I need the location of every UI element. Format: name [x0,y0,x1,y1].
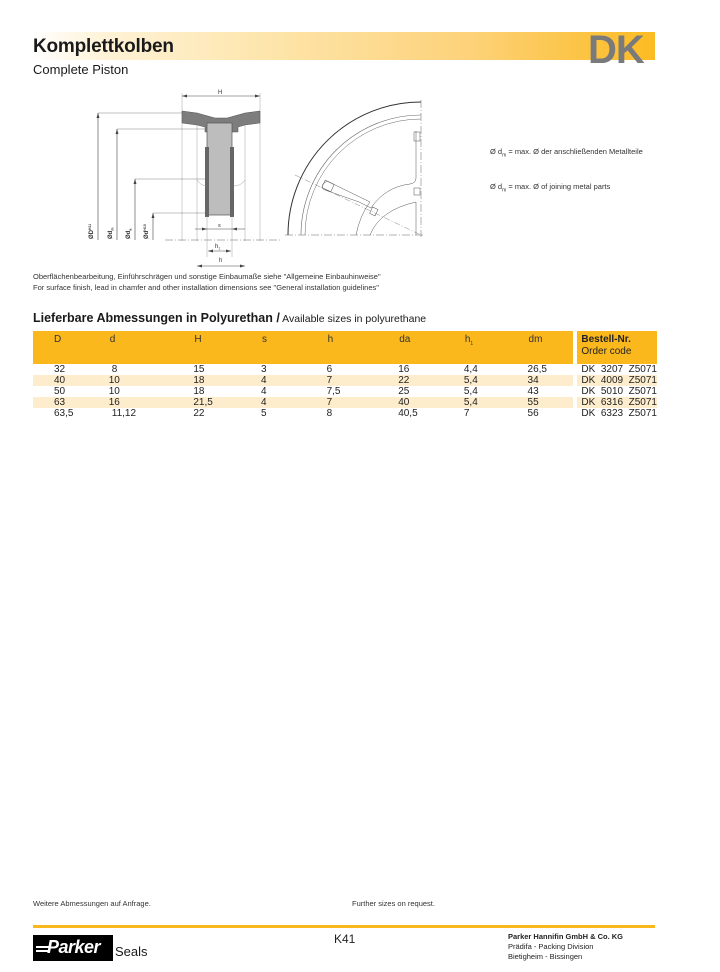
table-row [33,386,657,397]
page-title: Komplettkolben [33,36,174,57]
installation-note-de: Oberflächenbearbeitung, Einführschrägen und sonstige Einbaumaße siehe "Allgemeine Einbauhinweise" [33,272,381,281]
cell-D: 50 [54,386,66,397]
label-dm: $Ød_m$ [108,227,115,239]
label-h: h [219,258,223,264]
sizes-table [33,331,657,419]
table-row [33,408,657,419]
col-header-s: s [261,331,327,364]
cell-da: 25 [398,386,410,397]
col-header-D: D [33,331,109,364]
series-code: DK [588,28,644,72]
cell-H: 18 [193,375,261,386]
cell-d: 8 [111,364,118,375]
cell-dm: 34 [528,375,574,386]
section-heading-de: Lieferbare Abmessungen in Polyurethan / [33,311,280,325]
cell-H: 22 [193,408,205,419]
section-heading [33,311,426,325]
cell-d: 10 [108,386,120,397]
cell-order-code: DK 5010 Z5071 [573,386,657,397]
cell-d: 10 [109,375,194,386]
cell-order-code: DK 6316 Z5071 [573,397,657,408]
cell-order-code: DK 3207 Z5071 [573,364,657,375]
cell-da: 16 [398,364,410,375]
cell-da: 22 [398,375,464,386]
page-subtitle: Complete Piston [33,62,129,77]
cell-H: 18 [193,386,205,397]
footer-divider [33,925,655,928]
cell-dm: 26,5 [527,364,547,375]
cell-h1: 5,4 [463,386,478,397]
cell-dm: 43 [527,386,539,397]
col-header-dm: dm [528,331,574,364]
col-header-h1: $h_1$ [464,331,528,364]
cell-s: 4 [261,397,327,408]
cell-s: 4 [261,375,327,386]
cell-order-code: DK 6323 Z5071 [573,408,657,419]
cell-h: 8 [326,408,333,419]
cell-h1: 5,4 [464,397,528,408]
logo-suffix: Seals [115,944,148,959]
cell-h: 7,5 [326,386,341,397]
label-h1: $h_1$ [215,244,221,251]
parker-logo [33,935,113,961]
cell-h: 7 [327,375,399,386]
section-heading-en: Available sizes in polyurethane [279,313,427,325]
further-sizes-note-en: Further sizes on request. [352,899,435,908]
cell-d: 16 [109,397,194,408]
col-header-d: d [109,331,194,364]
cell-da: 40 [398,397,464,408]
cell-dm: 55 [528,397,574,408]
cell-D: 63 [33,397,109,408]
cell-order-code: DK 4009 Z5071 [573,375,657,386]
cell-dm: 56 [527,408,539,419]
company-division: Prädifa - Packing Division [508,942,594,951]
cell-h: 7 [327,397,399,408]
company-name: Parker Hannifin GmbH & Co. KG [508,932,624,941]
cell-d: 11,12 [111,408,137,419]
front-view-drawing [285,95,430,245]
label-H: H [218,90,223,96]
installation-note-en: For surface finish, lead in chamfer and other installation dimensions see "General installation guidelines" [33,283,379,292]
label-da: $Ød_a$ [126,228,133,239]
table-row [33,375,657,386]
logo-text: Parker [47,937,101,957]
dm-note-en: Ø $d_m = \max$. Ø of joining metal parts [490,182,611,194]
cell-h: 6 [326,364,333,375]
company-info [508,932,623,962]
page-number: K41 [334,932,356,946]
label-D: $ØD^{H11}$ [88,223,95,239]
cell-h1: 7 [463,408,470,419]
cell-h1: 5,4 [464,375,528,386]
table-header-row [33,331,657,364]
cell-s: 5 [261,408,267,419]
col-header-order-code: Bestell-Nr. Order code [573,331,657,364]
table-row [33,397,657,408]
label-s: s [218,223,221,229]
cell-D: 63,5 [54,408,74,419]
dm-note-de: Ø $d_m = \max$. Ø der anschließenden Metallteile [490,147,643,159]
company-location: Bietigheim - Bissingen [508,952,583,961]
cell-da: 40,5 [398,408,418,419]
label-d: $Ød^{H10}$ [143,224,150,239]
cross-section-drawing [80,85,280,270]
cell-s: 4 [261,386,267,397]
table-row [33,364,657,375]
further-sizes-note-de: Weitere Abmessungen auf Anfrage. [33,899,151,908]
cell-D: 40 [33,375,109,386]
col-header-da: da [398,331,464,364]
col-header-h: h [327,331,399,364]
cell-D: 32 [54,364,66,375]
cell-h1: 4,4 [463,364,478,375]
col-header-H: H [193,331,261,364]
cell-H: 15 [193,364,205,375]
cell-s: 3 [261,364,267,375]
cell-H: 21,5 [193,397,261,408]
